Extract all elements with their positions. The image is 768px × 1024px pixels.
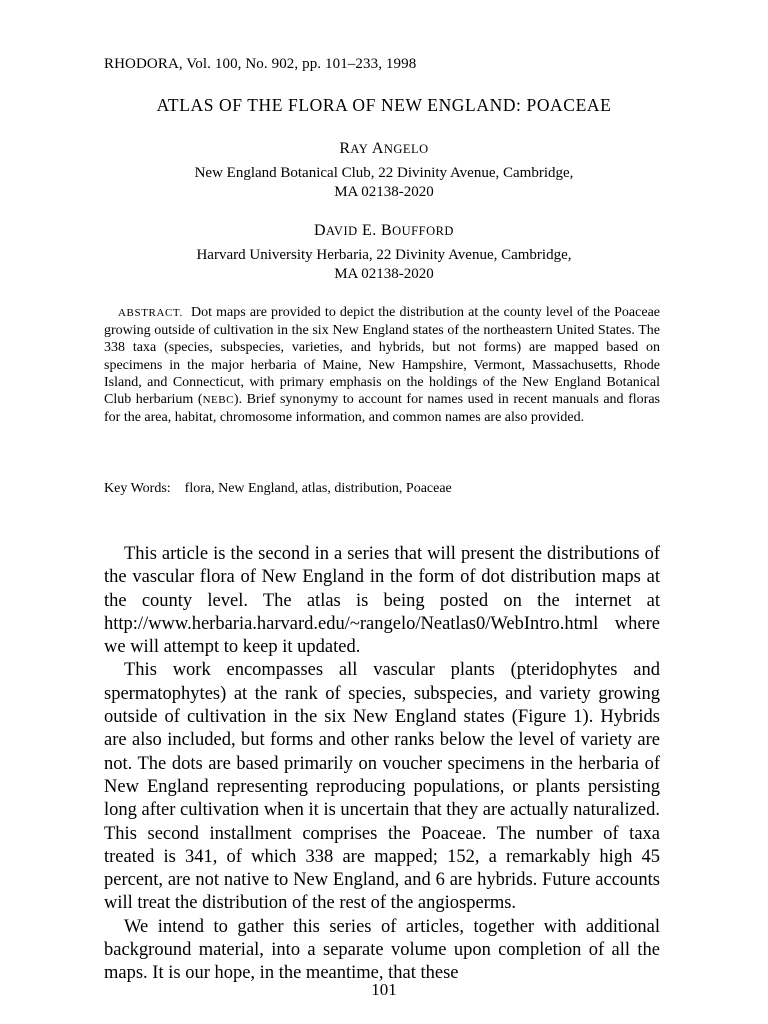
author-affiliation xyxy=(0,246,768,284)
article-title: ATLAS OF THE FLORA OF NEW ENGLAND: POACEAE xyxy=(156,95,612,115)
abstract-nebc: NEBC xyxy=(202,394,234,407)
author-first-rest: AVID xyxy=(326,224,358,238)
affiliation-line: MA 02138-2020 xyxy=(334,266,434,282)
abstract-label: ABSTRACT. xyxy=(118,307,183,319)
body-paragraph: This article is the second in a series that will present the distributions of the vascular flora of New England in the form of dot distribution maps at the county level. The atlas is being posted on the internet at http://www.herbaria.harvard.edu/~rangelo/Neatlas0/WebIntro.html where we will attempt to keep it updated. xyxy=(104,544,660,658)
abstract xyxy=(104,304,660,426)
author-first-rest: AY xyxy=(350,142,369,156)
author-last-rest: OUFFORD xyxy=(392,224,454,238)
author-name xyxy=(0,222,768,240)
author-name xyxy=(0,140,768,158)
page-number: 101 xyxy=(371,980,397,999)
abstract-text: Dot maps are provided to depict the distribution at the county level of the Poaceae growing outside of cultivation in the six New England states of the northeastern United States. The 338 taxa (species, subspecies, varieties, and hybrids, but not forms) are mapped based on specimens in the major herbaria of Maine, New Hampshire, Vermont, Massachusetts, Rhode Island, and Connecticut, with primary emphasis on the holdings of the New England Botanical Club herbarium ( xyxy=(104,305,661,408)
author-first-initial: D xyxy=(314,222,326,239)
author-affiliation xyxy=(0,164,768,202)
body-paragraph: We intend to gather this series of articles, together with additional background material, into a separate volume upon completion of all the maps. It is our hope, in the meantime, that these xyxy=(104,916,660,984)
author-last-initial: A xyxy=(371,140,384,157)
affiliation-line: MA 02138-2020 xyxy=(334,184,434,200)
affiliation-line: New England Botanical Club, 22 Divinity Avenue, Cambridge, xyxy=(194,165,574,181)
author-first-initial: R xyxy=(339,140,351,157)
keywords-label: Key Words: xyxy=(104,481,171,496)
author-middle-initial: E. xyxy=(362,222,377,239)
author-last-initial: B xyxy=(381,222,393,239)
affiliation-line: Harvard University Herbaria, 22 Divinity Avenue, Cambridge, xyxy=(196,247,572,263)
body-paragraph: This work encompasses all vascular plants (pteridophytes and spermatophytes) at the rank of species, subspecies, and variety growing outside of cultivation in the six New England states (Figure 1). Hybrids are also included, but forms and other ranks below the level of variety are not. The dots are based primarily on voucher specimens in the herbaria of New England representing reproducing populations, or plants persisting long after cultivation when it is uncertain that they are actually naturalized. This second installment comprises the Poaceae. The number of taxa treated is 341, of which 338 are mapped; 152, a remarkably high 45 percent, are not native to New England, and 6 are hybrids. Future accounts will treat the distribution of the rest of the angiosperms. xyxy=(104,660,660,914)
author-last-rest: NGELO xyxy=(383,142,429,156)
abstract-text: ). Brief synonymy to account for names used in recent manuals and floras for the area, habitat, chromosome information, and common names are also provided. xyxy=(104,392,660,426)
keywords xyxy=(104,481,452,497)
journal-citation: RHODORA, Vol. 100, No. 902, pp. 101–233, 1998 xyxy=(104,56,417,72)
article-body xyxy=(104,543,660,986)
keywords-values: flora, New England, atlas, distribution, Poaceae xyxy=(184,481,452,496)
